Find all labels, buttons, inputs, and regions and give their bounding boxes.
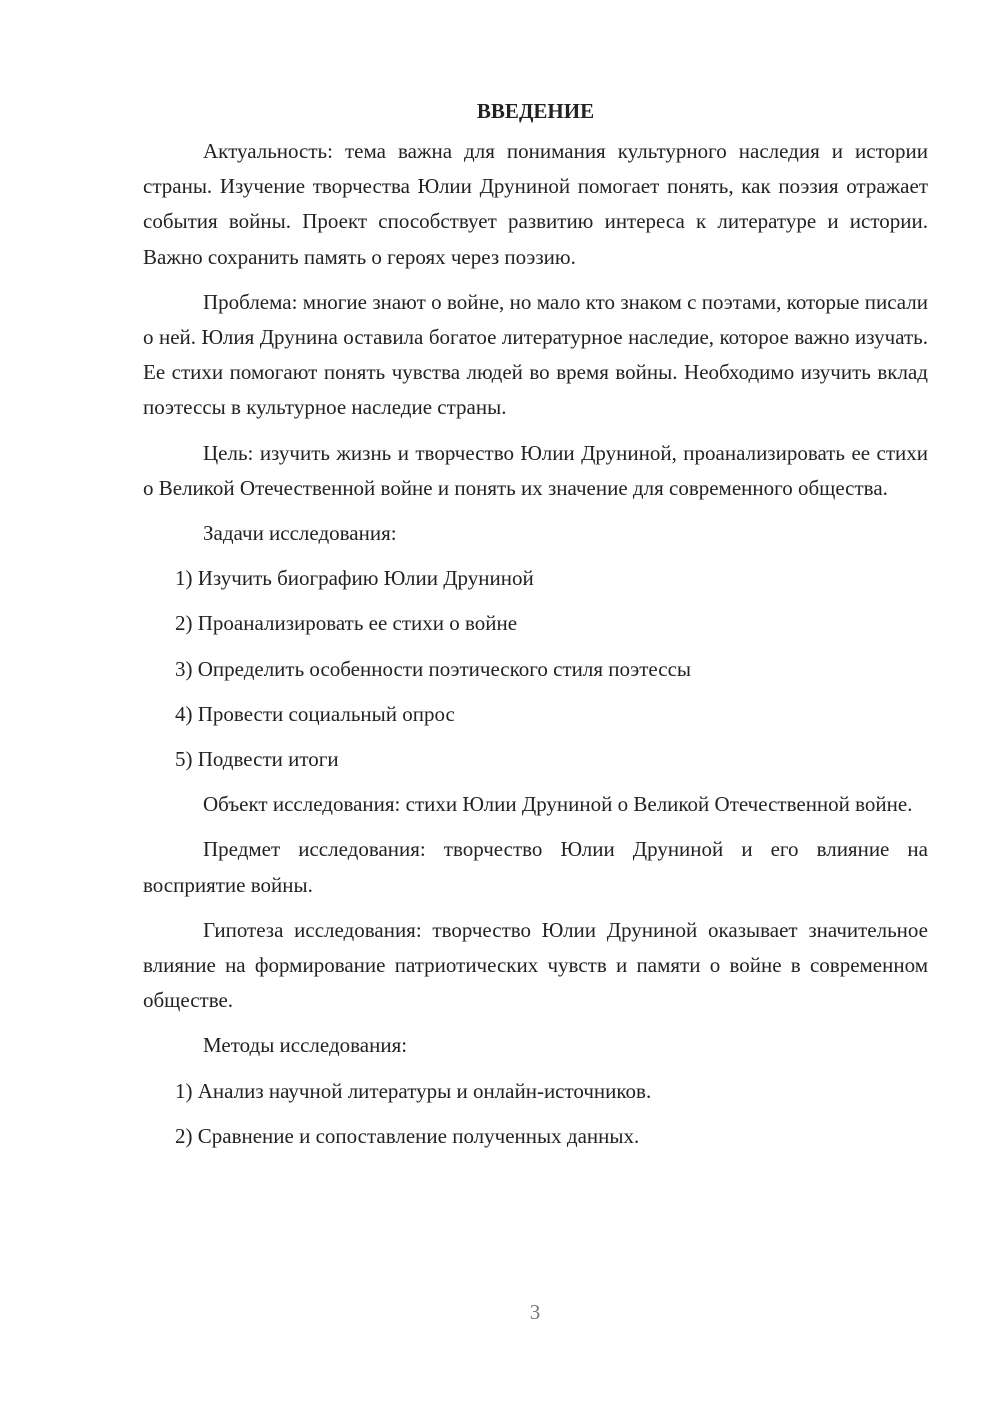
task-item-4: 4) Провести социальный опрос bbox=[175, 701, 455, 726]
method-item-2: 2) Сравнение и сопоставление полученных данных. bbox=[175, 1123, 640, 1148]
object-paragraph: Объект исследования: стихи Юлии Друниной о Великой Отечественной войне. bbox=[203, 792, 913, 817]
task-item-5: 5) Подвести итоги bbox=[175, 747, 339, 772]
hypothesis-paragraph: Гипотеза исследования: творчество Юлии Друниной оказывает значительное влияние на формирование патриотических чувств и памяти о войне в современном обществе. bbox=[143, 917, 928, 1013]
page-content bbox=[143, 96, 928, 1154]
subject-paragraph: Предмет исследования: творчество Юлии Друниной и его влияние на восприятие войны. bbox=[143, 837, 928, 897]
task-item-2: 2) Проанализировать ее стихи о войне bbox=[175, 611, 518, 636]
tasks-heading: Задачи исследования: bbox=[203, 521, 397, 546]
task-item-1: 1) Изучить биографию Юлии Друниной bbox=[175, 566, 534, 591]
problem-paragraph: Проблема: многие знают о войне, но мало кто знаком с поэтами, которые писали о ней. Юлия Друнина оставила богатое литературное наследие, которое важно изучать. Ее стихи помогают понять чувства людей во время войны. Необходимо изучить вклад поэтессы в культурное наследие страны. bbox=[143, 289, 928, 420]
method-item-1: 1) Анализ научной литературы и онлайн-источников. bbox=[175, 1078, 652, 1103]
task-item-3: 3) Определить особенности поэтического стиля поэтессы bbox=[175, 656, 692, 681]
section-title: ВВЕДЕНИЕ bbox=[476, 99, 595, 123]
goal-paragraph: Цель: изучить жизнь и творчество Юлии Друниной, проанализировать ее стихи о Великой Отечественной войне и понять их значение для современного общества. bbox=[143, 440, 928, 500]
methods-heading: Методы исследования: bbox=[203, 1033, 408, 1058]
actuality-paragraph: Актуальность: тема важна для понимания культурного наследия и истории страны. Изучение творчества Юлии Друниной помогает понять, как поэзия отражает события войны. Проект способствует развитию интереса к литературе и истории. Важно сохранить память о героях через поэзию. bbox=[143, 139, 928, 269]
page-number: 3 bbox=[529, 1300, 541, 1324]
